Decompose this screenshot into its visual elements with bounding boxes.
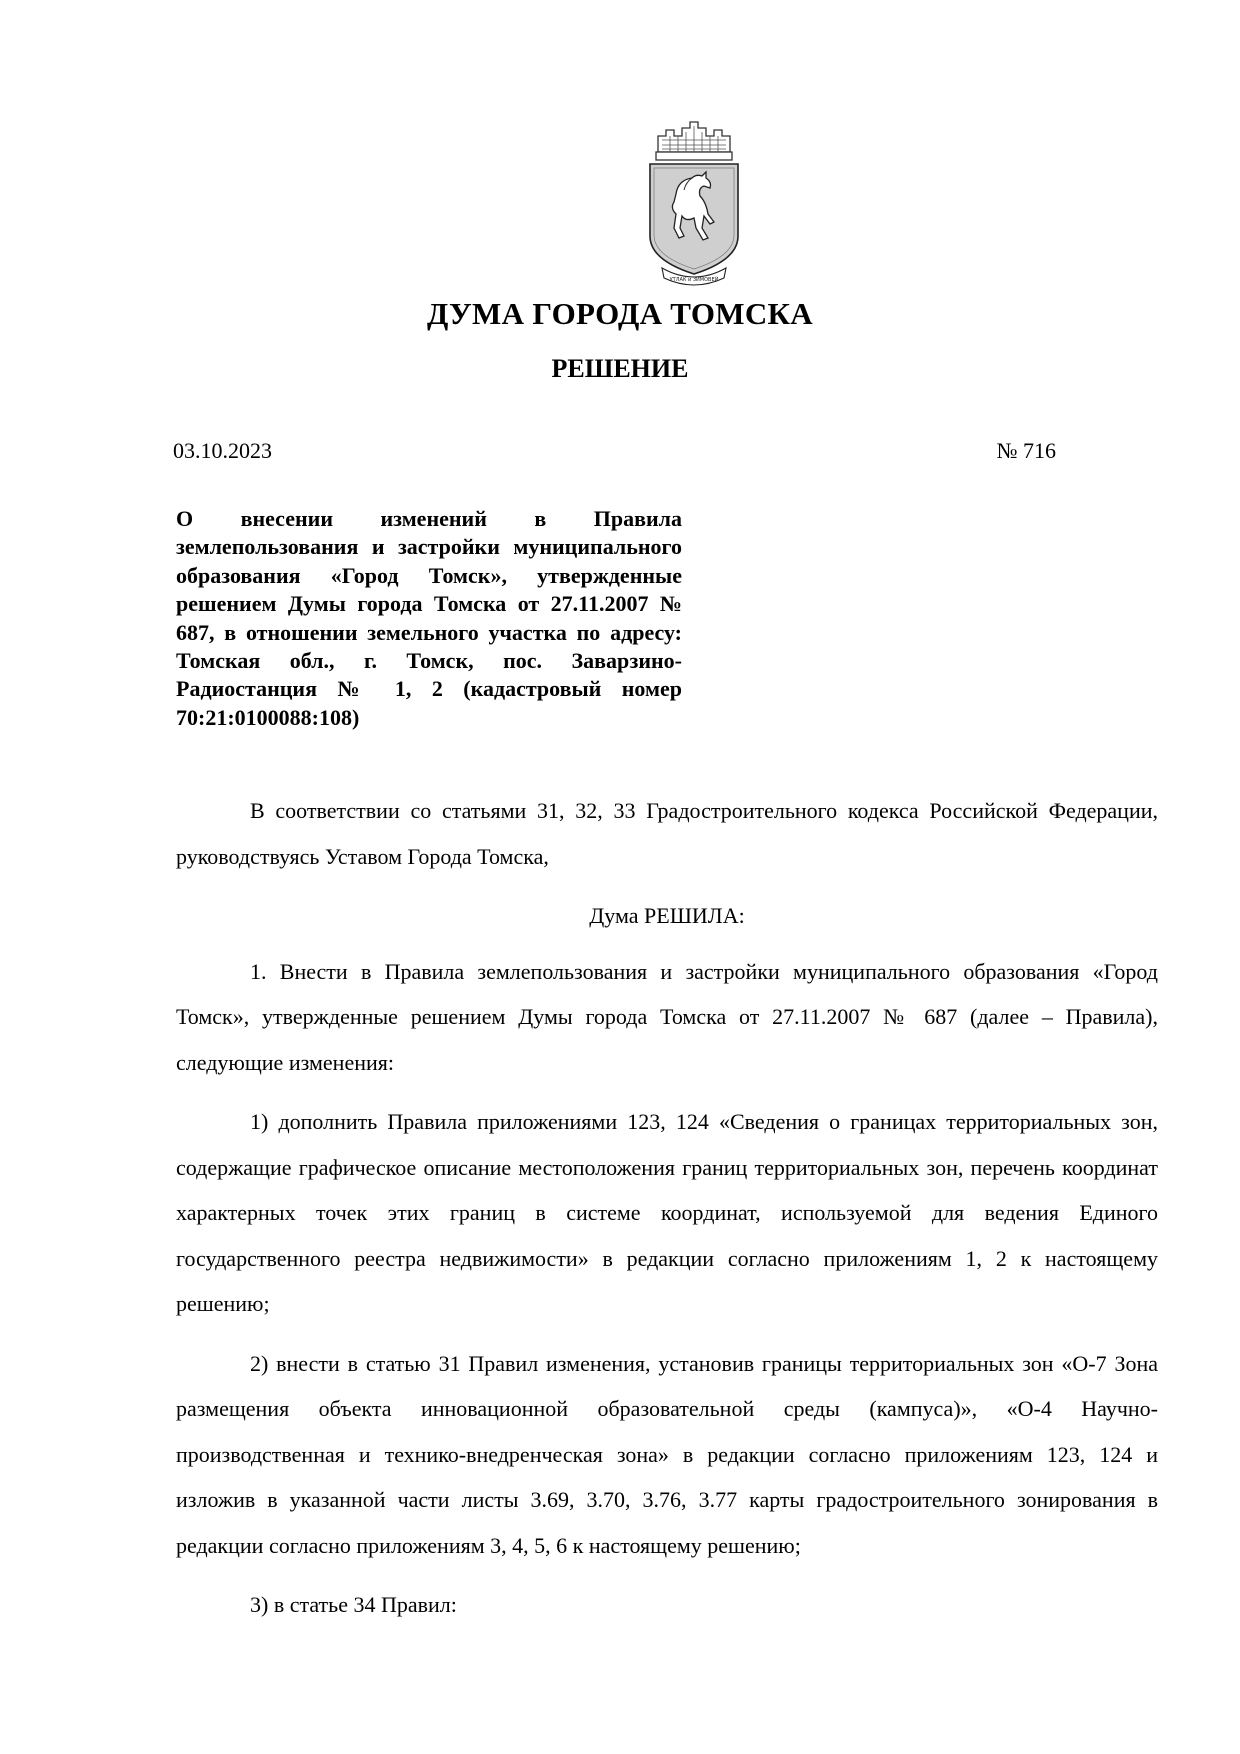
document-type: РЕШЕНИЕ bbox=[551, 354, 689, 383]
document-number: № 716 bbox=[996, 438, 1056, 463]
subitem-2-paragraph: 2) внести в статью 31 Правил изменения, установив границы территориальных зон «О-7 Зона размещения объекта инновационной образовательной среды (кампуса)», «О-4 Научно-производственная и технико-внедренческая зона» в редакции согласно приложениям 123, 124 и изложив в указанной части листы 3.69, 3.70, 3.76, 3.77 карты градостроительного зонирования в редакции согласно приложениям 3, 4, 5, 6 к настоящему решению; bbox=[176, 1350, 1158, 1558]
document-date: 03.10.2023 bbox=[173, 438, 272, 463]
document-body bbox=[176, 788, 1158, 1642]
emblem-motto: УТЛАК и ЗИМОВЕЙ bbox=[669, 277, 719, 283]
preamble-paragraph: В соответствии со статьями 31, 32, 33 Градостроительного кодекса Российской Федерации, руководствуясь Уставом Города Томска, bbox=[176, 798, 1158, 869]
tomsk-coat-of-arms-icon bbox=[640, 118, 748, 288]
item-1-paragraph: 1. Внести в Правила землепользования и застройки муниципального образования «Город Томск», утвержденные решением Думы города Томска от 27.11.2007 № 687 (далее – Правила), следующие изменения: bbox=[176, 958, 1158, 1075]
document-subject: О внесении изменений в Правила землепользования и застройки муниципального образования «Город Томск», утвержденные решением Думы города Томска от 27.11.2007 № 687, в отношении земельного участка по адресу: Томская обл., г. Томск, пос. Заварзино-Радиостанция № 1, 2 (кадастровый номер 70:21:0100088:108) bbox=[176, 506, 682, 730]
organization-title: ДУМА ГОРОДА ТОМСКА bbox=[427, 296, 813, 331]
subitem-1-paragraph: 1) дополнить Правила приложениями 123, 124 «Сведения о границах территориальных зон, содержащие графическое описание местоположения границ территориальных зон, перечень координат характерных точек этих границ в системе координат, используемой для ведения Единого государственного реестра недвижимости» в редакции согласно приложениям 1, 2 к настоящему решению; bbox=[176, 1109, 1158, 1316]
resolution-heading: Дума РЕШИЛА: bbox=[589, 903, 745, 928]
subitem-3-paragraph: 3) в статье 34 Правил: bbox=[250, 1592, 457, 1617]
